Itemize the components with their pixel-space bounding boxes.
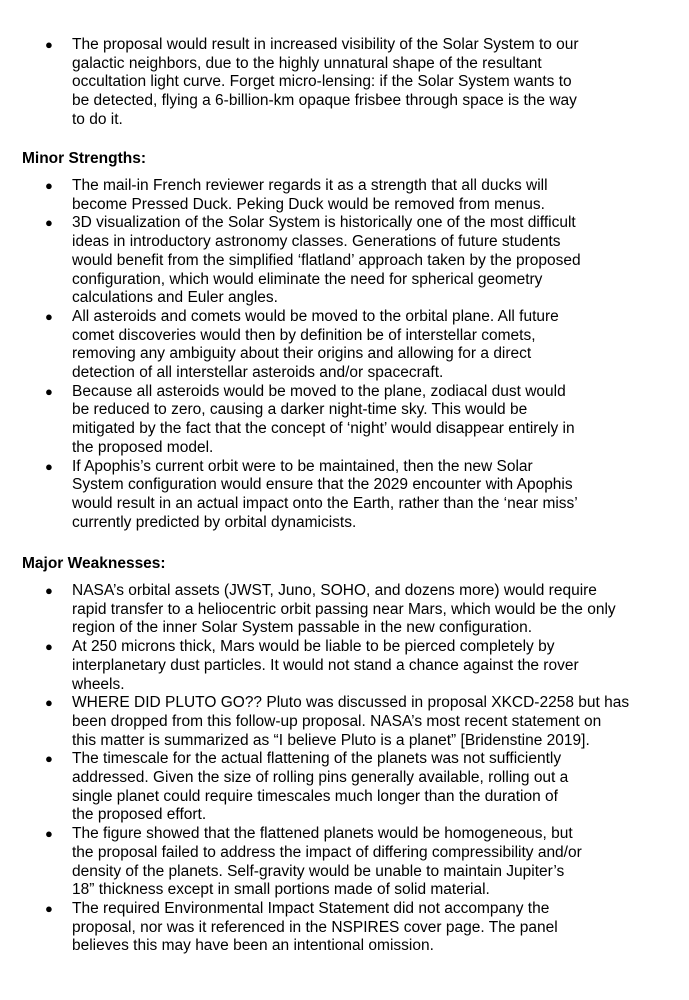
list-item: ● NASA’s orbital assets (JWST, Juno, SOHO, and dozens more) would require rapid transfer to a heliocentric orbit passing near Mars, which would be the only region of the inner Solar System passable in the new configuration.	[45, 582, 616, 637]
bullet-icon: ●	[45, 308, 53, 324]
list-item: ● The timescale for the actual flattening of the planets was not sufficiently addressed. Given the size of rolling pins generally available, rolling out a single planet could require timescales much longer than the duration of the proposed effort.	[45, 750, 569, 824]
list-item: ● Because all asteroids would be moved to the plane, zodiacal dust would be reduced to zero, causing a darker night-time sky. This would be mitigated by the fact that the concept of ‘night’ would disappear entirely in the proposed model.	[45, 382, 575, 456]
list-item: ● WHERE DID PLUTO GO?? Pluto was discussed in proposal XKCD-2258 but has been dropped from this follow-up proposal. NASA’s most recent statement on this matter is summarized as “I believe Pluto is a planet” [Bridenstine 2019].	[45, 694, 630, 749]
bullet-icon: ●	[45, 383, 53, 399]
list-item: ● The required Environmental Impact Statement did not accompany the proposal, nor was it referenced in the NSPIRES cover page. The panel believes this may have been an intentional omission.	[45, 899, 558, 955]
intro-list	[0, 36, 599, 130]
list-item: ● The proposal would result in increased visibility of the Solar System to our galactic neighbors, due to the highly unnatural shape of the resultant occultation light curve. Forget micro-lensing: if the Solar System wants to be detected, flying a 6-billion-km opaque frisbee through space is the way to do it.	[45, 36, 579, 128]
bullet-icon: ●	[45, 900, 53, 916]
bullet-icon: ●	[45, 583, 53, 598]
list-item: ● The figure showed that the flattened planets would be homogeneous, but the proposal failed to address the impact of differing compressibility and/or density of the planets. Self-gravity would be unable to maintain Jupiter’s 18” thickness except in small portions made of solid material.	[45, 825, 582, 899]
list-item: ● All asteroids and comets would be moved to the orbital plane. All future comet discoveries would then by definition be of interstellar comets, removing any ambiguity about their origins and allowing for a direct detection of all interstellar asteroids and/or spacecraft.	[45, 307, 559, 382]
bullet-icon: ●	[45, 215, 53, 231]
list-item: ● The mail-in French reviewer regards it as a strength that all ducks will become Pressed Duck. Peking Duck would be removed from menus.	[45, 177, 548, 213]
bullet-icon: ●	[45, 37, 53, 52]
minor-strengths-list	[0, 177, 601, 532]
list-item: ● 3D visualization of the Solar System is historically one of the most difficult ideas in introductory astronomy classes. Generations of future students would benefit from the simplified ‘flatland’ approach taken by the proposed configuration, which would eliminate the need for spherical geometry calculations and Euler angles.	[45, 214, 581, 307]
minor-strengths-heading: Minor Strengths:	[22, 150, 146, 167]
bullet-icon: ●	[45, 826, 53, 842]
bullet-icon: ●	[45, 695, 53, 711]
bullet-icon: ●	[45, 458, 53, 474]
major-weaknesses-heading: Major Weaknesses:	[22, 555, 166, 572]
bullet-icon: ●	[45, 178, 53, 193]
bullet-icon: ●	[45, 639, 53, 655]
list-item: ● If Apophis’s current orbit were to be maintained, then the new Solar System configuration would ensure that the 2029 encounter with Apophis would result in an actual impact onto the Earth, rather than the ‘near miss’ currently predicted by orbital dynamicists.	[45, 457, 578, 531]
list-item: ● At 250 microns thick, Mars would be liable to be pierced completely by interplanetary dust particles. It would not stand a chance against the rover wheels.	[45, 638, 579, 693]
bullet-icon: ●	[45, 751, 53, 767]
major-weaknesses-list	[0, 582, 649, 956]
